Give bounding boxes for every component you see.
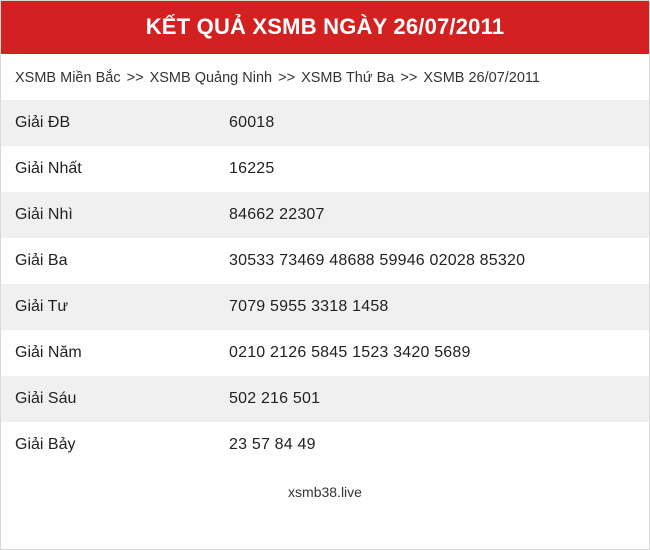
breadcrumb-item-province[interactable]: XSMB Quảng Ninh: [149, 70, 273, 87]
breadcrumb-item-date[interactable]: XSMB 26/07/2011: [423, 70, 540, 87]
prize-label: Giải Ba: [1, 238, 215, 284]
site-name: xsmb38.live: [288, 484, 362, 501]
breadcrumb-separator: >>: [278, 70, 296, 87]
prize-numbers: 502 216 501: [215, 376, 649, 422]
results-table: [1, 100, 649, 468]
table-row: [1, 100, 649, 146]
table-row: [1, 146, 649, 192]
prize-label: Giải Nhất: [1, 146, 215, 192]
table-row: [1, 238, 649, 284]
breadcrumb-separator: >>: [126, 70, 144, 87]
table-row: [1, 330, 649, 376]
breadcrumb: [1, 54, 649, 100]
breadcrumb-item-region[interactable]: XSMB Miền Bắc: [15, 70, 121, 87]
prize-numbers: 84662 22307: [215, 192, 649, 238]
prize-label: Giải Tư: [1, 284, 215, 330]
prize-label: Giải Sáu: [1, 376, 215, 422]
breadcrumb-item-weekday[interactable]: XSMB Thứ Ba: [301, 70, 395, 87]
footer: [1, 468, 649, 549]
prize-label: Giải ĐB: [1, 100, 215, 146]
prize-numbers: 23 57 84 49: [215, 422, 649, 468]
prize-numbers: 7079 5955 3318 1458: [215, 284, 649, 330]
table-row: [1, 376, 649, 422]
table-row: [1, 422, 649, 468]
prize-label: Giải Nhì: [1, 192, 215, 238]
prize-numbers: 60018: [215, 100, 649, 146]
table-row: [1, 284, 649, 330]
prize-numbers: 16225: [215, 146, 649, 192]
prize-label: Giải Năm: [1, 330, 215, 376]
table-row: [1, 192, 649, 238]
prize-numbers: 30533 73469 48688 59946 02028 85320: [215, 238, 649, 284]
prize-numbers: 0210 2126 5845 1523 3420 5689: [215, 330, 649, 376]
prize-label: Giải Bảy: [1, 422, 215, 468]
breadcrumb-separator: >>: [400, 70, 418, 87]
page-title: KẾT QUẢ XSMB NGÀY 26/07/2011: [1, 1, 649, 54]
